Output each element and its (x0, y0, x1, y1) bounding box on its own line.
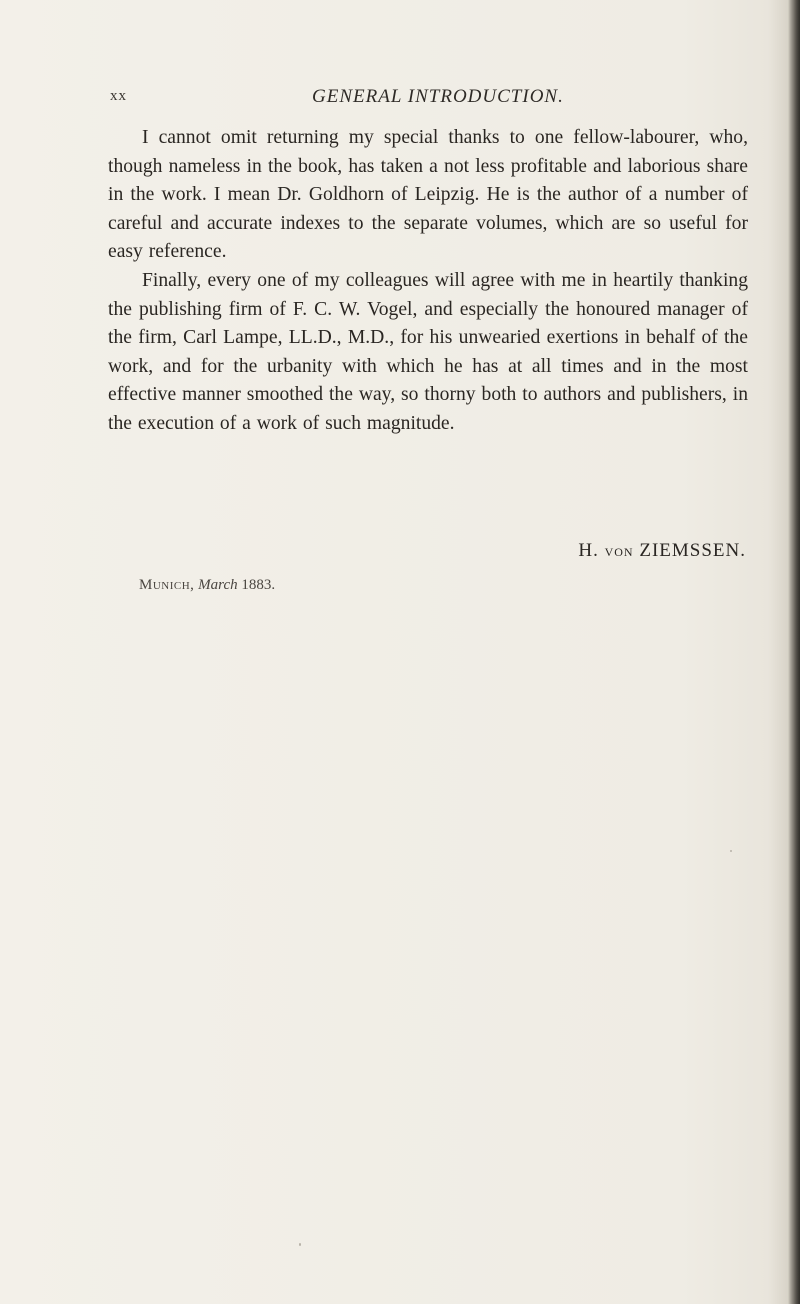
body-text (108, 124, 748, 439)
dateline-year: 1883. (241, 577, 276, 593)
paper-speck (730, 850, 732, 852)
paper-speck (299, 1243, 301, 1246)
paragraph-acknowledgement: I cannot omit returning my special thanks to one fellow-labourer, who, though nameless in the book, has taken a not less profitable and laborious share in the work. I mean Dr. Goldhorn of Leipzig. He is the author of a number of careful and accurate indexes to the separate volumes, which are so useful for easy reference. (108, 127, 748, 263)
page-edge-shadow (788, 0, 800, 1304)
signature (108, 540, 748, 562)
dateline-place: Munich, (139, 577, 195, 593)
running-head (108, 86, 748, 112)
page-number: xx (110, 88, 127, 104)
dateline-month: March (198, 577, 238, 593)
paragraph-closing-thanks: Finally, every one of my colleagues will agree with me in heartily thanking the publishing firm of F. C. W. Vogel, and especially the honoured manager of the firm, Carl Lampe, LL.D., M.D., for his unwearied exertions in behalf of the work, and for the urbanity with which he has at all times and in the most effective manner smoothed the way, so thorny both to authors and publishers, in the execution of a work of such magnitude. (108, 269, 748, 434)
running-title: GENERAL INTRODUCTION. (312, 86, 564, 107)
dateline (139, 577, 275, 594)
signature-initial: H. (578, 540, 599, 561)
signature-particle: von (604, 541, 634, 560)
signature-surname: ZIEMSSEN. (639, 540, 746, 561)
